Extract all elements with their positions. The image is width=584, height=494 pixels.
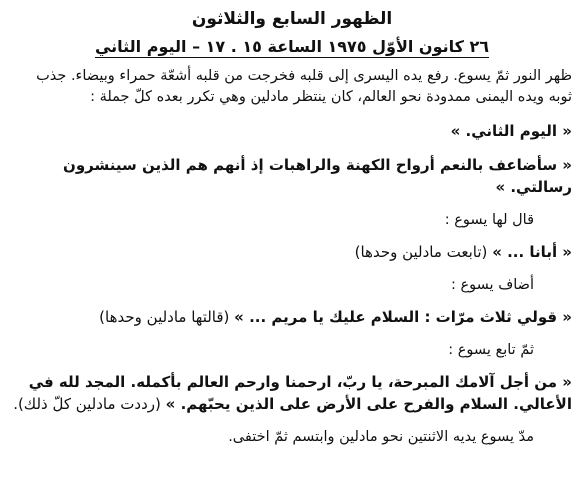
chapter-title: الظهور السابع والثلاثون — [191, 9, 393, 29]
lead-said-to-her: قال لها يسوع : — [444, 212, 534, 228]
intro-paragraph: ظهر النور ثمّ يسوع. رفع يده اليسرى إلى قلبه فخرجت من قلبه أشعّة حمراء وبيضاء. جذب ثوبه ويده اليمنى ممدودة نحو العالم، كان ينتظر مادلين وهي تكرر بعده كلّ جملة : — [36, 68, 572, 105]
quote-our-father — [12, 241, 572, 263]
dateline — [12, 36, 572, 58]
dateline-text: ٢٦ كانون الأوّل ١٩٧٥ الساعة ١٥ . ١٧ – اليوم الثاني — [94, 37, 490, 56]
quote-passion-prayer-text: « من أجل آلامك المبرحة، يا ربّ، ارحمنا وارحم العالم بأكمله. المجد لله في الأعالي. السلام والفرح على الأرض على الذين يحبّهم. » — [28, 373, 572, 413]
closing-paragraph: مدّ يسوع يديه الاثنتين نحو مادلين وابتسم ثمّ اختفى. — [228, 429, 534, 445]
quote-our-father-note: (تابعت مادلين وحدها) — [354, 243, 493, 261]
quote-hail-mary — [12, 306, 572, 328]
quote-hail-mary-note: (قالتها مادلين وحدها) — [99, 308, 235, 326]
quote-passion-prayer-note: (رددت مادلين كلّ ذلك). — [13, 395, 166, 413]
quote-our-father-text: « أبانا ... » — [492, 243, 572, 261]
quote-day-two: « اليوم الثاني. » — [450, 122, 572, 140]
quote-hail-mary-text: « قولي ثلاث مرّات : السلام عليك يا مريم ... » — [234, 308, 572, 326]
lead-jesus-continued: ثمّ تابع يسوع : — [448, 342, 534, 358]
quote-priests-nuns: « سأضاعف بالنعم أرواح الكهنة والراهبات إذ أنهم هم الذين سينشرون رسالتي. » — [63, 156, 572, 196]
lead-jesus-added: أضاف يسوع : — [450, 277, 534, 293]
quote-passion-prayer — [12, 371, 572, 415]
